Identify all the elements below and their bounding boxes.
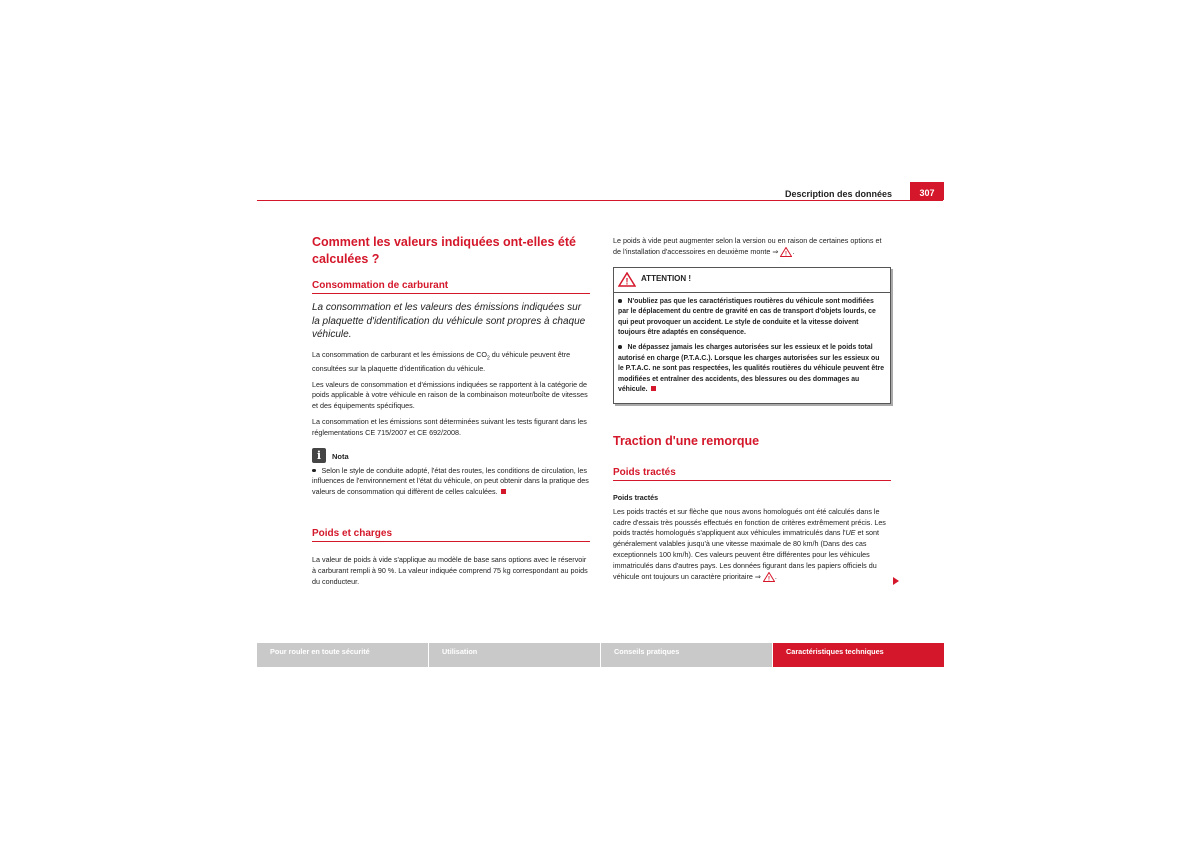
warning-body xyxy=(614,293,890,403)
warning-item: Ne dépassez jamais les charges autorisées sur les essieux et le poids total autorisé en charge (P.T.A.C.). Lorsque les charges autorisées sur les essieux ou le P.T.A.C. ne sont pas respectées, les qualités routières du véhicule peuvent être modifiées et entraîner des accidents, des blessures ou des dommages au véhicule. xyxy=(618,343,885,394)
svg-text:!: ! xyxy=(785,251,788,257)
svg-text:!: ! xyxy=(767,576,770,582)
left-column xyxy=(312,234,590,592)
warning-item: N'oubliez pas que les caractéristiques routières du véhicule sont modifiées par le déplacement du centre de gravité en cas de transport d'objets lourds, ce qui peut provoquer un accident. Le style de conduite et la vitesse doivent toujours être adaptés en conséquence. xyxy=(618,297,876,337)
svg-text:!: ! xyxy=(625,276,629,287)
chapter-tabs xyxy=(257,643,944,667)
warning-header xyxy=(614,268,890,293)
section-title: Description des données xyxy=(784,189,892,199)
paragraph-regulations: La consommation et les émissions sont déterminées suivant les tests figurant dans les réglementations CE 715/2007 et CE 692/2008. xyxy=(312,416,587,437)
header-rule xyxy=(257,200,943,201)
paragraph-co2: La consommation de carburant et les émissions de $CO_2$ du véhicule peuvent être consultées sur la plaquette d'identification du véhicule. xyxy=(312,349,571,373)
note-header xyxy=(312,448,590,463)
main-heading: Comment les valeurs indiquées ont-elles été calculées ? xyxy=(312,235,576,266)
warning-triangle-icon xyxy=(618,272,636,287)
bullet-icon xyxy=(618,299,622,303)
tab-operation[interactable]: Utilisation xyxy=(429,643,600,667)
right-column xyxy=(613,236,891,587)
small-heading-towed-weights: Poids tractés xyxy=(613,492,659,502)
paragraph-unladen-weight-increase: Le poids à vide peut augmenter selon la version ou en raison de certaines options et de l'installation d'accessoires en deuxième monte ⇒ ! . xyxy=(613,236,882,257)
intro-text: La consommation et les valeurs des émissions indiquées sur la plaquette d'identification du véhicule sont propres à chaque véhicule. xyxy=(312,302,586,340)
page-number: 307 xyxy=(910,182,944,200)
note-label: Nota xyxy=(332,451,349,461)
tab-practical-tips[interactable]: Conseils pratiques xyxy=(601,643,772,667)
next-page-arrow-icon[interactable] xyxy=(893,577,899,585)
bullet-icon xyxy=(312,469,316,473)
heading-trailer: Traction d'une remorque xyxy=(613,433,760,448)
end-of-section-icon xyxy=(501,489,506,494)
bullet-icon xyxy=(618,345,622,349)
note-text: Selon le style de conduite adopté, l'état des routes, les conditions de circulation, les influences de l'environnement et l'état du véhicule, on peut obtenir dans la pratique des valeurs de consommation qui diffèrent de celles calculées. xyxy=(312,465,589,497)
subheading-towed-weights: Poids tractés xyxy=(613,467,891,481)
subheading-fuel-consumption: Consommation de carburant xyxy=(312,280,590,294)
paragraph-weight-category: Les valeurs de consommation et d'émissions indiquées se rapportent à la catégorie de poids applicable à votre véhicule en raison de la combinaison moteur/boîte de vitesses et des équipements spécifiques. xyxy=(312,379,588,411)
paragraph-unladen-weight: La valeur de poids à vide s'applique au modèle de base sans options avec le réservoir à carburant rempli à 90 %. La valeur indiquée comprend 75 kg correspondant au poids du conducteur. xyxy=(312,554,588,586)
tab-safety[interactable]: Pour rouler en toute sécurité xyxy=(257,643,428,667)
tab-technical-specs[interactable]: Caractéristiques techniques xyxy=(773,643,944,667)
info-icon: i xyxy=(312,448,326,463)
warning-triangle-icon xyxy=(763,572,775,582)
warning-triangle-icon xyxy=(780,247,792,257)
paragraph-towed-weights: Les poids tractés et sur flèche que nous avons homologués ont été calculés dans le cadre d'essais très poussés effectués en fonction de critères extrêmement précis. Les poids tractés homologués s'appliquent aux véhicules immatriculés dans l'UE et sont généralement valables jusqu'à une vitesse maximale de 80 km/h (Dans des cas exceptionnels 100 km/h). Ces valeurs peuvent être différentes pour les véhicules immatriculés dans d'autres pays. Les données figurant dans les papiers officiels du véhicule ont toujours un caractère prioritaire ⇒ ! . xyxy=(613,506,886,582)
warning-box xyxy=(613,267,891,404)
warning-label: ATTENTION ! xyxy=(641,274,692,284)
subheading-weights: Poids et charges xyxy=(312,528,590,542)
end-of-section-icon xyxy=(651,386,656,391)
